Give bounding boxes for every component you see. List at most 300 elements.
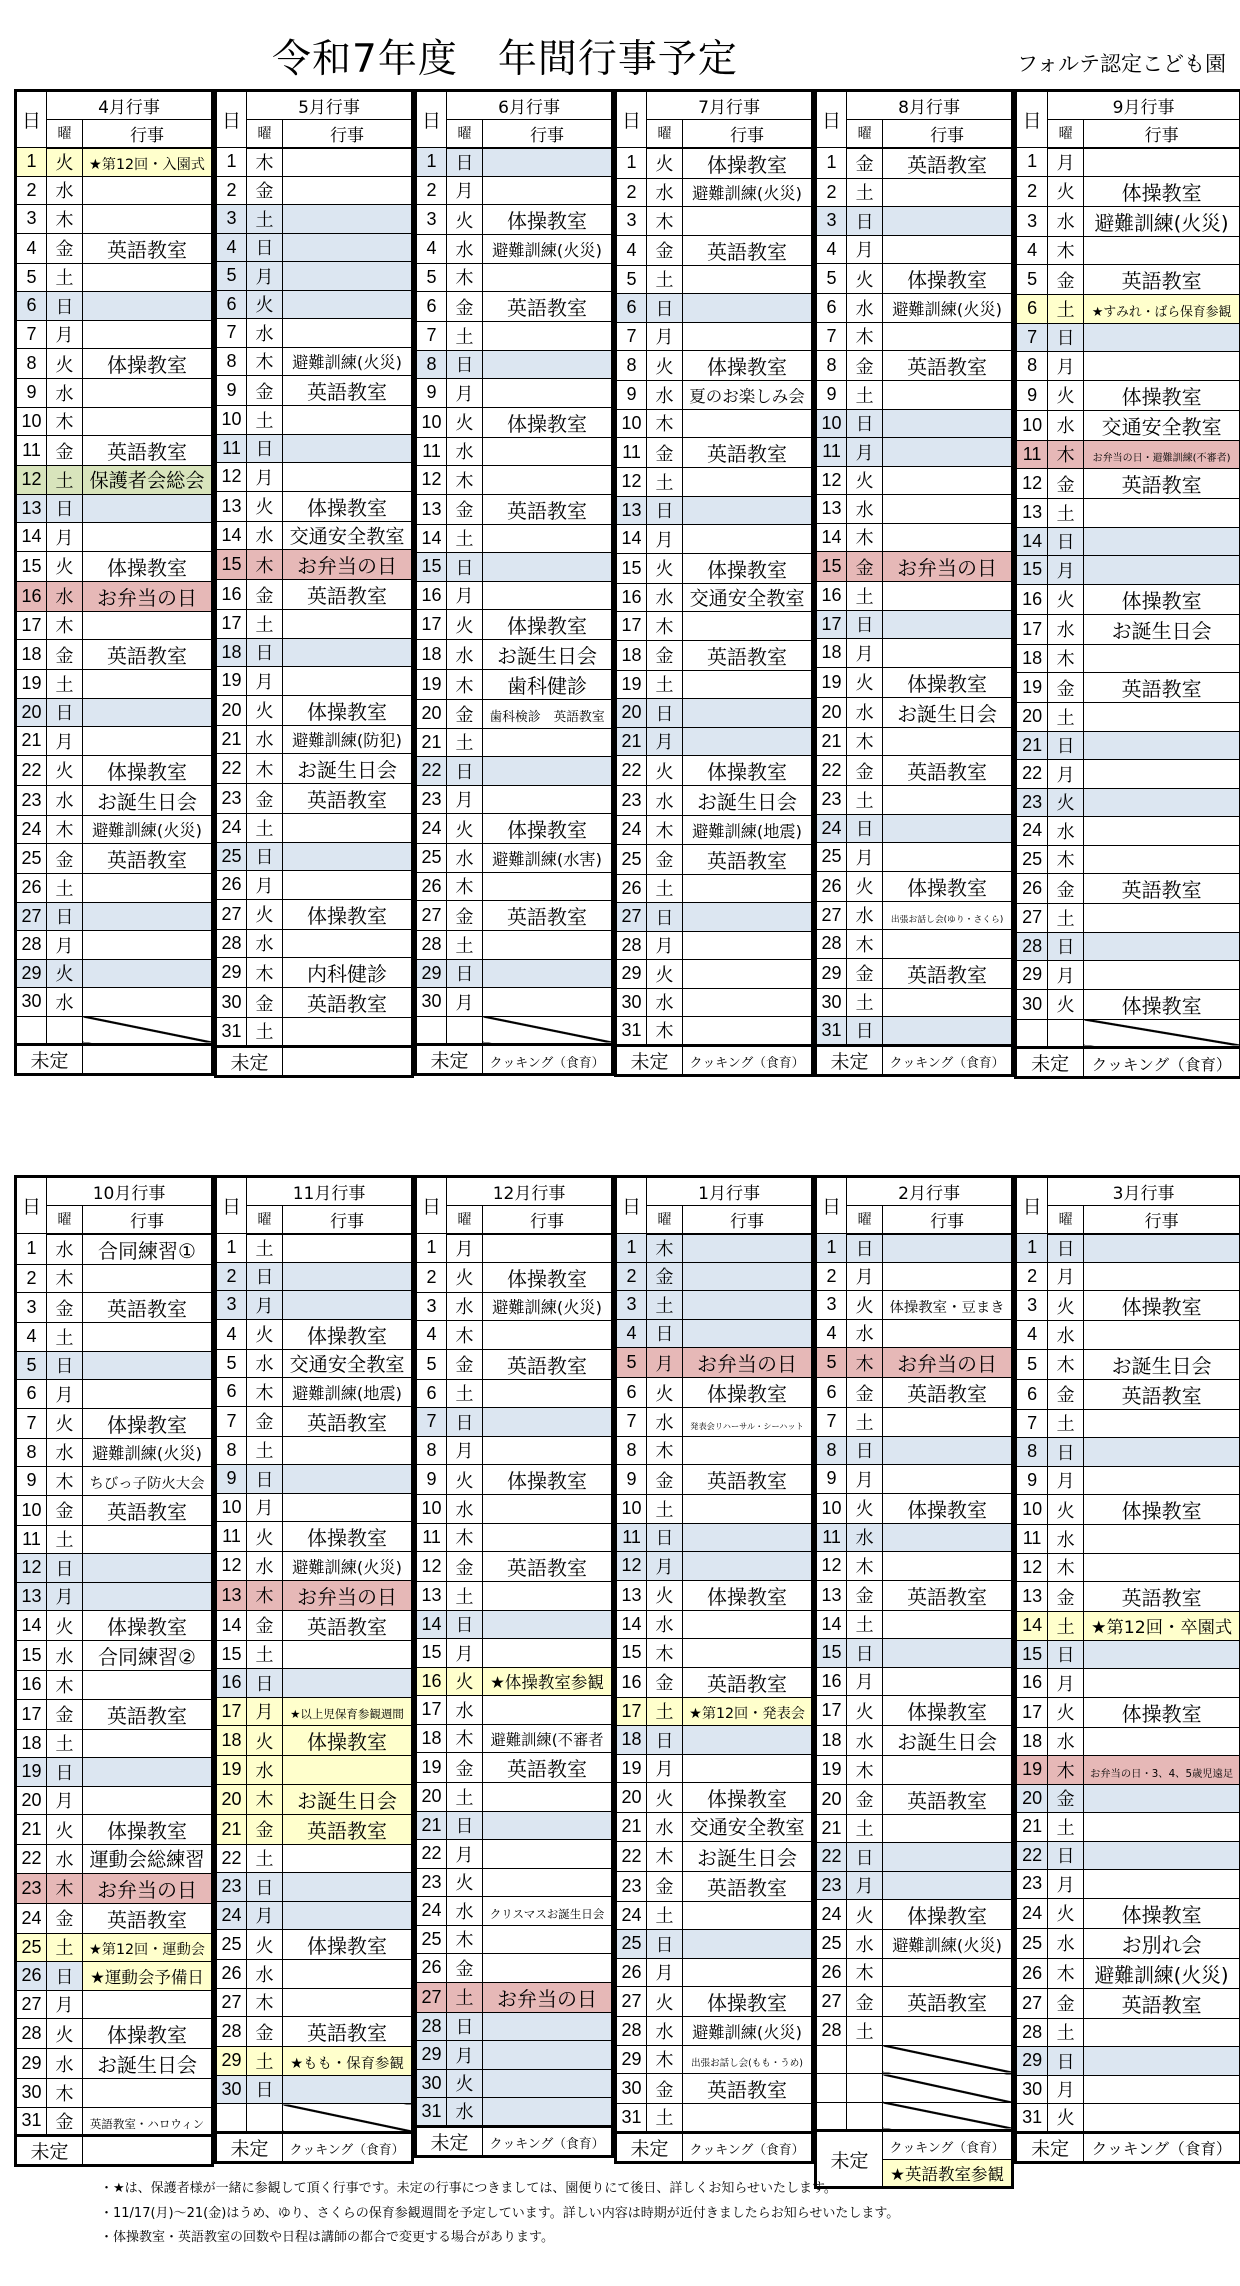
day-number: 25 (816, 843, 847, 872)
day-row (416, 670, 613, 700)
day-number: 9 (1016, 1466, 1048, 1495)
day-row (1016, 1019, 1240, 1048)
weekday: 水 (47, 1641, 83, 1671)
day-row (216, 2075, 413, 2104)
weekday: 月 (447, 785, 483, 814)
day-row (1016, 874, 1240, 904)
day-row (16, 2107, 213, 2136)
day-number: 3 (616, 1291, 647, 1320)
day-row (616, 1783, 813, 1813)
day-row (16, 988, 213, 1017)
event-cell (883, 843, 1013, 872)
event-cell (283, 1960, 413, 1989)
day-row (816, 1319, 1013, 1348)
weekday: 火 (647, 1783, 683, 1813)
day-number: 4 (216, 233, 247, 262)
event-text: ★第12回・入園式 (89, 157, 205, 173)
day-row (416, 2041, 613, 2070)
day-row (816, 1523, 1013, 1552)
day-row (616, 1958, 813, 1987)
weekday: 火 (847, 871, 883, 901)
day-row (616, 1017, 813, 1046)
event-text: 交通安全教室 (289, 524, 405, 548)
event-cell (683, 525, 813, 554)
weekday: 火 (447, 407, 483, 437)
weekday: 木 (647, 207, 683, 236)
weekday: 金 (1048, 1379, 1084, 1409)
event-cell (1084, 236, 1240, 265)
day-number: 11 (616, 438, 647, 468)
day-row (816, 495, 1013, 524)
weekday: 水 (247, 521, 283, 550)
day-number: 26 (416, 1954, 447, 1983)
day-number: 27 (816, 901, 847, 930)
weekday: 土 (247, 406, 283, 435)
day-row (416, 1840, 613, 1869)
event-cell (883, 1291, 1013, 1320)
day-row (616, 148, 813, 179)
event-cell (283, 463, 413, 492)
day-row (816, 1987, 1013, 2017)
weekday: 日 (247, 434, 283, 463)
month-table (14, 1175, 214, 2167)
weekday: 土 (247, 1436, 283, 1465)
day-row (816, 148, 1013, 179)
event-cell (283, 1901, 413, 1930)
event-text: 交通安全教室 (689, 1816, 805, 1840)
day-row (1016, 1669, 1240, 1698)
event-cell (683, 1017, 813, 1046)
event-text: 英語教室 (307, 992, 388, 1016)
day-row (1016, 2047, 1240, 2076)
day-number: 20 (16, 698, 47, 727)
event-cell (483, 1262, 613, 1292)
event-cell (483, 1465, 613, 1495)
weekday: 金 (647, 640, 683, 670)
day-row (216, 148, 413, 177)
day-number: 30 (216, 988, 247, 1018)
day-row (216, 1406, 413, 1436)
day-row (616, 409, 813, 438)
month-table (1014, 1175, 1240, 2164)
day-row (216, 667, 413, 696)
weekday: 月 (847, 438, 883, 467)
weekday: 土 (447, 728, 483, 757)
weekday: 金 (447, 1954, 483, 1983)
event-text: 保護者会総会 (89, 469, 205, 493)
day-number: 23 (816, 1871, 847, 1900)
day-row (816, 409, 1013, 438)
day-number: 24 (1016, 817, 1048, 846)
day-number: 30 (216, 2075, 247, 2104)
day-number: 5 (216, 1349, 247, 1378)
event-text: 英語教室 (1121, 677, 1202, 701)
event-cell (1084, 2104, 1240, 2133)
event-text: 英語教室 (107, 1499, 187, 1524)
event-cell (283, 899, 413, 929)
weekday: 土 (247, 1234, 283, 1263)
day-number: 28 (216, 2017, 247, 2047)
event-text: 体操教室 (1121, 588, 1202, 613)
day-number: 17 (216, 610, 247, 639)
event-cell (683, 1552, 813, 1581)
day-number: 2 (216, 1262, 247, 1291)
event-cell (883, 1408, 1013, 1437)
weekday: 土 (847, 178, 883, 207)
weekday: 月 (247, 871, 283, 900)
event-text: 体操教室 (307, 699, 388, 724)
day-number: 7 (416, 322, 447, 351)
undecided-event-cell (283, 1046, 413, 1076)
day-number: 4 (16, 1323, 47, 1352)
day-number: 11 (216, 1522, 247, 1552)
weekday: 木 (647, 1017, 683, 1046)
weekday: 水 (847, 901, 883, 930)
weekday: 火 (47, 1815, 83, 1845)
day-number: 15 (816, 552, 847, 582)
day-row (1016, 1291, 1240, 1321)
event-cell (283, 491, 413, 521)
weekday: 金 (47, 1293, 83, 1323)
day-row (216, 1844, 413, 1873)
day-number: 13 (816, 495, 847, 524)
day-row (816, 438, 1013, 467)
event-text: 出張お話し会(もも・うめ) (691, 2058, 804, 2070)
weekday: 土 (247, 814, 283, 843)
event-text: 英語教室 (307, 1818, 388, 1843)
day-row (16, 1234, 213, 1265)
day-row (816, 381, 1013, 410)
weekday: 火 (1048, 1495, 1084, 1525)
weekday: 木 (847, 1958, 883, 1987)
event-cell (683, 468, 813, 497)
event-cell (483, 407, 613, 437)
day-row (816, 294, 1013, 323)
event-cell (483, 1321, 613, 1350)
event-text: お弁当の日 (97, 585, 197, 610)
day-row (1016, 760, 1240, 789)
day-row (216, 1901, 413, 1930)
day-row (416, 2098, 613, 2127)
event-cell (83, 523, 213, 552)
event-cell (683, 1930, 813, 1959)
event-cell (283, 842, 413, 871)
day-number: 23 (16, 785, 47, 815)
event-cell (283, 1640, 413, 1669)
weekday: 月 (1048, 352, 1084, 381)
day-number: 26 (216, 1960, 247, 1989)
day-row (816, 1580, 1013, 1610)
day-row (16, 1671, 213, 1700)
weekday: 土 (1048, 1813, 1084, 1842)
day-number: 10 (616, 409, 647, 438)
weekday: 金 (47, 1495, 83, 1525)
day-number: 23 (616, 1871, 647, 1901)
footnote-parent-participation: ・★は、保護者様が一緒に参観して頂く行事です。未定の行事につきましては、園便りにて後日、詳しくお知らせいたします。 (100, 2181, 837, 2196)
day-number: 18 (416, 1724, 447, 1753)
day-row (1016, 527, 1240, 556)
day-row (16, 1016, 213, 1045)
day-row (816, 1696, 1013, 1726)
event-cell (1084, 499, 1240, 528)
day-row (16, 1582, 213, 1611)
weekday: 木 (1048, 236, 1084, 265)
weekday: 火 (1048, 176, 1084, 206)
day-number: 5 (416, 1349, 447, 1379)
day-number: 28 (816, 2017, 847, 2046)
event-cell (283, 725, 413, 754)
event-text: 英語教室 (1121, 1586, 1202, 1610)
day-number: 20 (616, 1783, 647, 1813)
empty-slash-cell (83, 1016, 213, 1045)
day-number: 23 (416, 1868, 447, 1897)
event-text: 避難訓練(防犯) (292, 731, 402, 751)
event-text: お誕生日会 (297, 758, 398, 782)
day-number: 8 (816, 1436, 847, 1465)
event-cell (483, 901, 613, 931)
event-text: 体操教室 (907, 1700, 988, 1724)
weekday: 月 (1048, 961, 1084, 990)
event-text: お別れ会 (1121, 1932, 1202, 1957)
day-row (416, 1349, 613, 1379)
day-number (416, 1016, 447, 1045)
weekday: 火 (647, 1378, 683, 1408)
day-row (416, 1639, 613, 1668)
day-number: 8 (416, 350, 447, 379)
event-text: 英語教室 (1121, 269, 1202, 293)
day-row (16, 959, 213, 988)
day-number: 22 (216, 754, 247, 784)
weekday: 木 (647, 816, 683, 845)
day-row (416, 610, 613, 640)
event-text: 体操教室 (1121, 180, 1202, 205)
day-number: 18 (16, 1729, 47, 1758)
weekday: 金 (47, 436, 83, 466)
day-row (1016, 1466, 1240, 1495)
day-number: 20 (1016, 1784, 1048, 1813)
day-number: 15 (16, 1641, 47, 1671)
event-cell (83, 407, 213, 436)
day-number: 6 (816, 294, 847, 323)
day-number: 2 (1016, 1262, 1048, 1291)
event-text: 体操教室 (107, 1819, 187, 1843)
day-row (616, 699, 813, 728)
event-cell (1084, 1582, 1240, 1612)
day-row (616, 1378, 813, 1408)
undecided-event-cell (1084, 1048, 1240, 1078)
weekday: 月 (647, 1552, 683, 1581)
event-cell (683, 1667, 813, 1697)
event-cell (1084, 1525, 1240, 1554)
event-cell (83, 2079, 213, 2108)
weekday: 金 (247, 784, 283, 814)
weekday: 水 (47, 581, 83, 611)
event-text: 避難訓練(火災) (492, 1298, 602, 1318)
event-text: クッキング（食育） (1091, 1055, 1232, 1074)
day-row (616, 2104, 813, 2133)
day-row (16, 523, 213, 552)
day-row (416, 494, 613, 524)
event-column-header: 行事 (683, 119, 813, 148)
weekday (247, 2104, 283, 2133)
event-cell (83, 1438, 213, 1467)
day-number: 9 (16, 1467, 47, 1496)
day-row (816, 1726, 1013, 1756)
weekday: 金 (47, 640, 83, 670)
event-cell (883, 1843, 1013, 1872)
month-table (414, 89, 614, 1076)
weekday: 木 (47, 1873, 83, 1903)
day-number: 30 (616, 988, 647, 1017)
day-row (816, 1756, 1013, 1785)
weekday: 月 (1048, 760, 1084, 789)
day-row (16, 581, 213, 611)
event-text: 英語教室 (907, 962, 988, 987)
event-cell (883, 1871, 1013, 1900)
day-number: 29 (616, 960, 647, 989)
day-row (1016, 1321, 1240, 1350)
event-cell (1084, 1321, 1240, 1350)
event-text: 体操教室 (507, 209, 588, 233)
undecided-event-cell (683, 2132, 813, 2162)
event-cell (1084, 2047, 1240, 2076)
day-number: 28 (616, 2017, 647, 2046)
day-number: 22 (1016, 760, 1048, 789)
event-cell (883, 178, 1013, 207)
event-cell (483, 1610, 613, 1639)
event-text: 避難訓練(地震) (692, 821, 802, 841)
weekday: 火 (647, 960, 683, 989)
weekday: 火 (847, 1696, 883, 1726)
page-title: 令和7年度 年間行事予定 (272, 37, 738, 82)
event-text: お誕生日会 (297, 1788, 398, 1813)
day-row (16, 349, 213, 379)
weekday: 土 (647, 1697, 683, 1726)
event-cell (683, 583, 813, 612)
event-cell (1084, 323, 1240, 352)
day-row (416, 1408, 613, 1437)
event-cell (483, 1783, 613, 1812)
weekday: 月 (847, 235, 883, 264)
day-row (1016, 817, 1240, 846)
day-row (216, 988, 413, 1018)
day-row (16, 494, 213, 523)
day-row (416, 235, 613, 264)
day-row (1016, 236, 1240, 265)
month-title: 7月行事 (647, 91, 813, 120)
day-row (416, 1495, 613, 1524)
weekday: 日 (447, 148, 483, 177)
undecided-row (816, 2131, 1013, 2160)
weekday: 日 (647, 699, 683, 728)
event-text: クッキング（食育） (689, 1056, 805, 1071)
event-cell (483, 757, 613, 786)
day-number: 15 (616, 553, 647, 583)
event-cell (683, 931, 813, 960)
day-number: 22 (816, 756, 847, 786)
day-row (416, 988, 613, 1017)
day-row (616, 1465, 813, 1495)
event-text: 英語教室 (907, 760, 988, 784)
day-row (1016, 148, 1240, 177)
day-number: 7 (816, 1408, 847, 1437)
weekday: 火 (447, 814, 483, 844)
day-number: 20 (1016, 703, 1048, 732)
day-row (416, 379, 613, 408)
event-text: お誕生日会 (1111, 618, 1212, 643)
day-number: 27 (1016, 904, 1048, 933)
day-number: 23 (1016, 788, 1048, 817)
event-cell (883, 1958, 1013, 1987)
weekday: 火 (847, 1493, 883, 1523)
event-cell (883, 727, 1013, 756)
event-text: 英語教室 (107, 1297, 187, 1321)
day-number: 17 (16, 1699, 47, 1729)
day-row (216, 958, 413, 988)
weekday: 土 (1048, 1409, 1084, 1438)
day-row (816, 552, 1013, 582)
day-number: 21 (816, 1814, 847, 1843)
weekday: 金 (847, 148, 883, 179)
day-column-header: 日 (16, 91, 47, 148)
event-cell (483, 2098, 613, 2127)
weekday: 土 (247, 205, 283, 234)
day-row (416, 1667, 613, 1696)
event-text: 体操教室 (707, 355, 788, 379)
weekday: 土 (447, 1379, 483, 1408)
day-row (616, 1580, 813, 1610)
day-row (16, 874, 213, 903)
day-number: 26 (1016, 874, 1048, 904)
event-text: 英語教室 (707, 1469, 788, 1493)
weekday: 土 (47, 263, 83, 292)
event-text: 体操教室 (307, 1323, 388, 1348)
undecided-label: 未定 (816, 1045, 883, 1075)
day-number: 5 (416, 263, 447, 292)
day-row (16, 407, 213, 436)
day-number: 30 (16, 2079, 47, 2108)
weekday: 木 (847, 322, 883, 351)
event-cell (883, 552, 1013, 582)
empty-slash-cell (483, 1016, 613, 1045)
day-row (816, 1610, 1013, 1639)
event-text: 避難訓練(火災) (292, 353, 402, 373)
day-number: 27 (816, 1987, 847, 2017)
weekday: 土 (47, 1729, 83, 1758)
day-row (816, 1017, 1013, 1046)
day-number: 28 (216, 929, 247, 958)
day-number: 9 (416, 379, 447, 408)
footnote-schedule-change: ・体操教室・英語教室の回数や日程は講師の都合で変更する場合があります。 (100, 2230, 554, 2245)
event-cell (283, 1844, 413, 1873)
day-row (416, 1783, 613, 1812)
event-cell (283, 1291, 413, 1320)
day-row (16, 1873, 213, 1903)
day-number: 14 (16, 523, 47, 552)
day-row (16, 176, 213, 205)
day-number: 7 (16, 320, 47, 349)
day-number: 5 (616, 265, 647, 294)
day-number: 24 (1016, 1898, 1048, 1928)
weekday: 日 (447, 1610, 483, 1639)
event-text: お弁当の日 (497, 1986, 598, 2011)
day-number: 16 (216, 1669, 247, 1698)
event-cell (683, 178, 813, 207)
day-number: 3 (16, 205, 47, 234)
event-text: 避難訓練(水害) (492, 849, 602, 869)
day-number: 13 (216, 1580, 247, 1610)
day-row (816, 2102, 1013, 2131)
